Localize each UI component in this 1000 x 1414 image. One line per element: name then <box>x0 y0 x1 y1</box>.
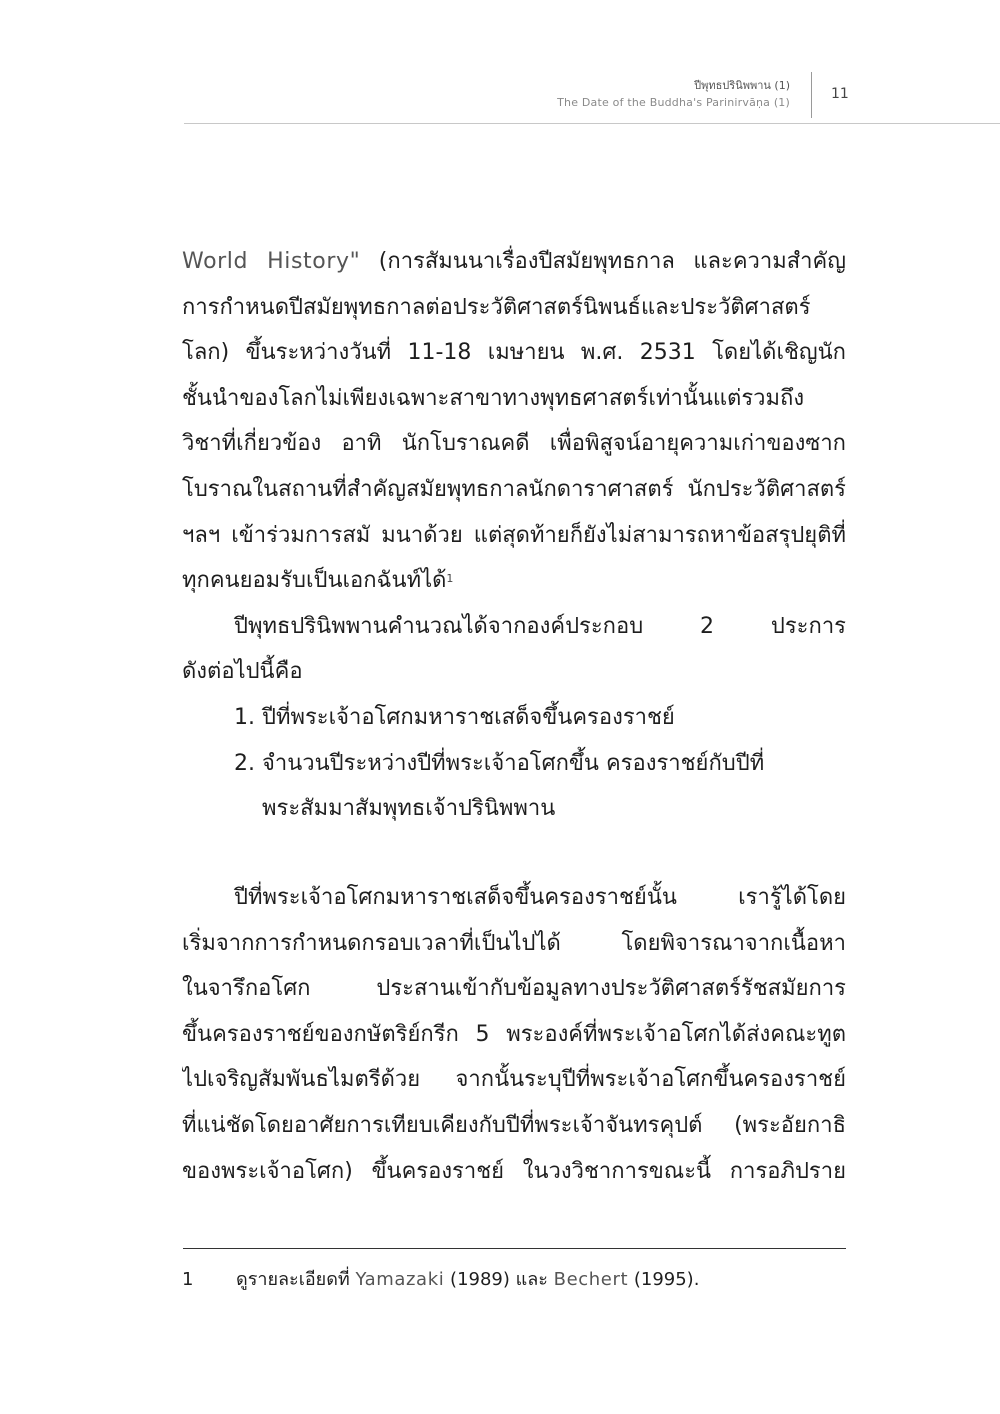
body-line: โลก) ขึ้นระหว่างวันที่ 11-18 เมษายน พ.ศ. 2531 โดยได้เชิญนัก <box>182 340 846 366</box>
footnote-author: Bechert <box>553 1269 629 1290</box>
footnote-reference[interactable]: 1 <box>446 572 454 586</box>
header-horizontal-rule <box>184 123 1000 124</box>
body-line: ที่แน่ชัดโดยอาศัยการเทียบเคียงกับปีที่พระเจ้าจันทรคุปต์ (พระอัยกาธิ <box>182 1112 846 1138</box>
page-number: 11 <box>831 86 849 102</box>
footnote-text: ดูรายละเอียดที่ <box>236 1269 356 1290</box>
list-item: 1. ปีที่พระเจ้าอโศกมหาราชเสด็จขึ้นครองราชย์ <box>234 704 675 730</box>
footnote-separator <box>183 1248 846 1249</box>
header-vertical-divider <box>811 72 812 118</box>
body-line: ชั้นนำของโลกไม่เพียงเฉพาะสาขาทางพุทธศาสตร์เท่านั้นแต่รวมถึง <box>182 385 805 411</box>
paragraph-first-line: ปีพุทธปรินิพพานคำนวณได้จากองค์ประกอบ 2 ประการ <box>234 613 846 639</box>
body-line: วิชาที่เกี่ยวข้อง อาทิ นักโบราณคดี เพื่อพิสูจน์อายุความเก่าของซาก <box>182 431 846 457</box>
footnote-text: (1995). <box>628 1269 700 1290</box>
paragraph-first-line: ปีที่พระเจ้าอโศกมหาราชเสด็จขึ้นครองราชย์นั้น เรารู้ได้โดย <box>234 885 846 910</box>
body-line-text: ทุกคนยอมรับเป็นเอกฉันท์ได้ <box>182 568 447 594</box>
footnote-author: Yamazaki <box>355 1269 445 1290</box>
running-head <box>557 78 790 111</box>
body-line <box>182 239 846 285</box>
body-line: ฯลฯ เข้าร่วมการสมั มนาด้วย แต่สุดท้ายก็ยังไม่สามารถหาข้อสรุปยุติที่ <box>182 522 846 548</box>
footnote-number: 1 <box>182 1269 194 1290</box>
body-line <box>182 558 846 604</box>
footnote <box>182 1266 699 1294</box>
body-line: การกำหนดปีสมัยพุทธกาลต่อประวัติศาสตร์นิพนธ์และประวัติศาสตร์ <box>182 294 811 320</box>
body-text-block-2 <box>182 875 846 1194</box>
body-line: ของพระเจ้าอโศก) ขึ้นครองราชย์ ในวงวิชาการขณะนี้ การอภิปราย <box>182 1158 846 1184</box>
body-line: ไปเจริญสัมพันธไมตรีด้วย จากนั้นระบุปีที่พระเจ้าอโศกขึ้นครองราชย์ <box>182 1067 846 1093</box>
body-line: ในจารึกอโศก ประสานเข้ากับข้อมูลทางประวัติศาสตร์รัชสมัยการ <box>182 976 846 1002</box>
footnote-text: (1989) และ <box>444 1269 554 1290</box>
body-line: โบราณในสถานที่สำคัญสมัยพุทธกาลนักดาราศาสตร์ นักประวัติศาสตร์ <box>182 476 846 502</box>
body-text-block-1 <box>182 239 846 832</box>
body-line: ดังต่อไปนี้คือ <box>182 659 303 685</box>
body-line-text: (การสัมนนาเรื่องปีสมัยพุทธกาล และความสำคัญ <box>378 249 846 274</box>
running-head-title-english: The Date of the Buddha's Parinirvāṇa (1) <box>557 96 790 109</box>
body-line: ขึ้นครองราชย์ของกษัตริย์กรีก 5 พระองค์ที่พระเจ้าอโศกได้ส่งคณะทูต <box>182 1021 846 1047</box>
latin-phrase: World History" <box>182 249 361 274</box>
list-item: 2. จำนวนปีระหว่างปีที่พระเจ้าอโศกขึ้น ครองราชย์กับปีที่ <box>234 750 765 776</box>
list-item-continuation: พระสัมมาสัมพุทธเจ้าปรินิพพาน <box>262 796 556 822</box>
running-head-title-thai: ปีพุทธปรินิพพาน (1) <box>694 79 790 92</box>
body-line: เริ่มจากการกำหนดกรอบเวลาที่เป็นไปได้ โดยพิจารณาจากเนื้อหา <box>182 930 846 956</box>
